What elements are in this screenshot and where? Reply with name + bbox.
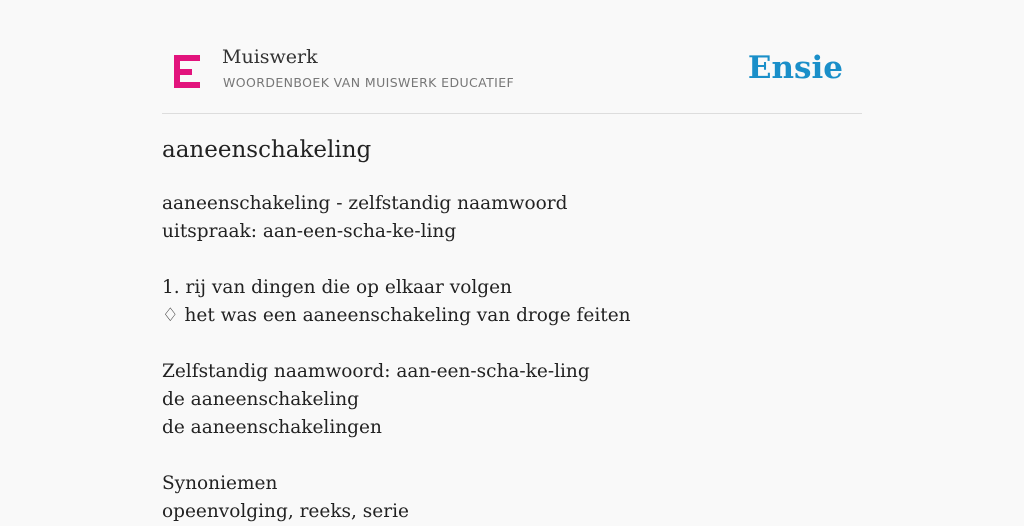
muiswerk-logo-icon[interactable] xyxy=(174,55,200,89)
entry-line: aaneenschakeling - zelfstandig naamwoord xyxy=(162,193,568,214)
entry-line: de aaneenschakelingen xyxy=(162,417,382,438)
entry-line xyxy=(162,442,862,470)
entry-line: Zelfstandig naamwoord: aan-een-scha-ke-ling xyxy=(162,361,590,382)
page-container xyxy=(162,0,862,522)
entry-line: uitspraak: aan-een-scha-ke-ling xyxy=(162,221,457,242)
entry-line xyxy=(162,246,862,274)
entry-line: ♢ het was een aaneenschakeling van droge feiten xyxy=(162,305,631,326)
entry-line: de aaneenschakeling xyxy=(162,389,360,410)
site-subtitle: WOORDENBOEK VAN MUISWERK EDUCATIEF xyxy=(223,75,515,90)
definition-body xyxy=(162,190,862,526)
entry-line xyxy=(162,330,862,358)
entry-line: Synoniemen xyxy=(162,473,278,494)
page-title: aaneenschakeling xyxy=(162,137,372,163)
site-name[interactable]: Muiswerk xyxy=(222,46,318,68)
site-header xyxy=(162,0,862,114)
entry-line: 1. rij van dingen die op elkaar volgen xyxy=(162,277,512,298)
entry-line: opeenvolging, reeks, serie xyxy=(162,501,409,522)
logo-stem xyxy=(174,55,180,88)
ensie-logo-link[interactable]: Ensie xyxy=(747,50,843,86)
